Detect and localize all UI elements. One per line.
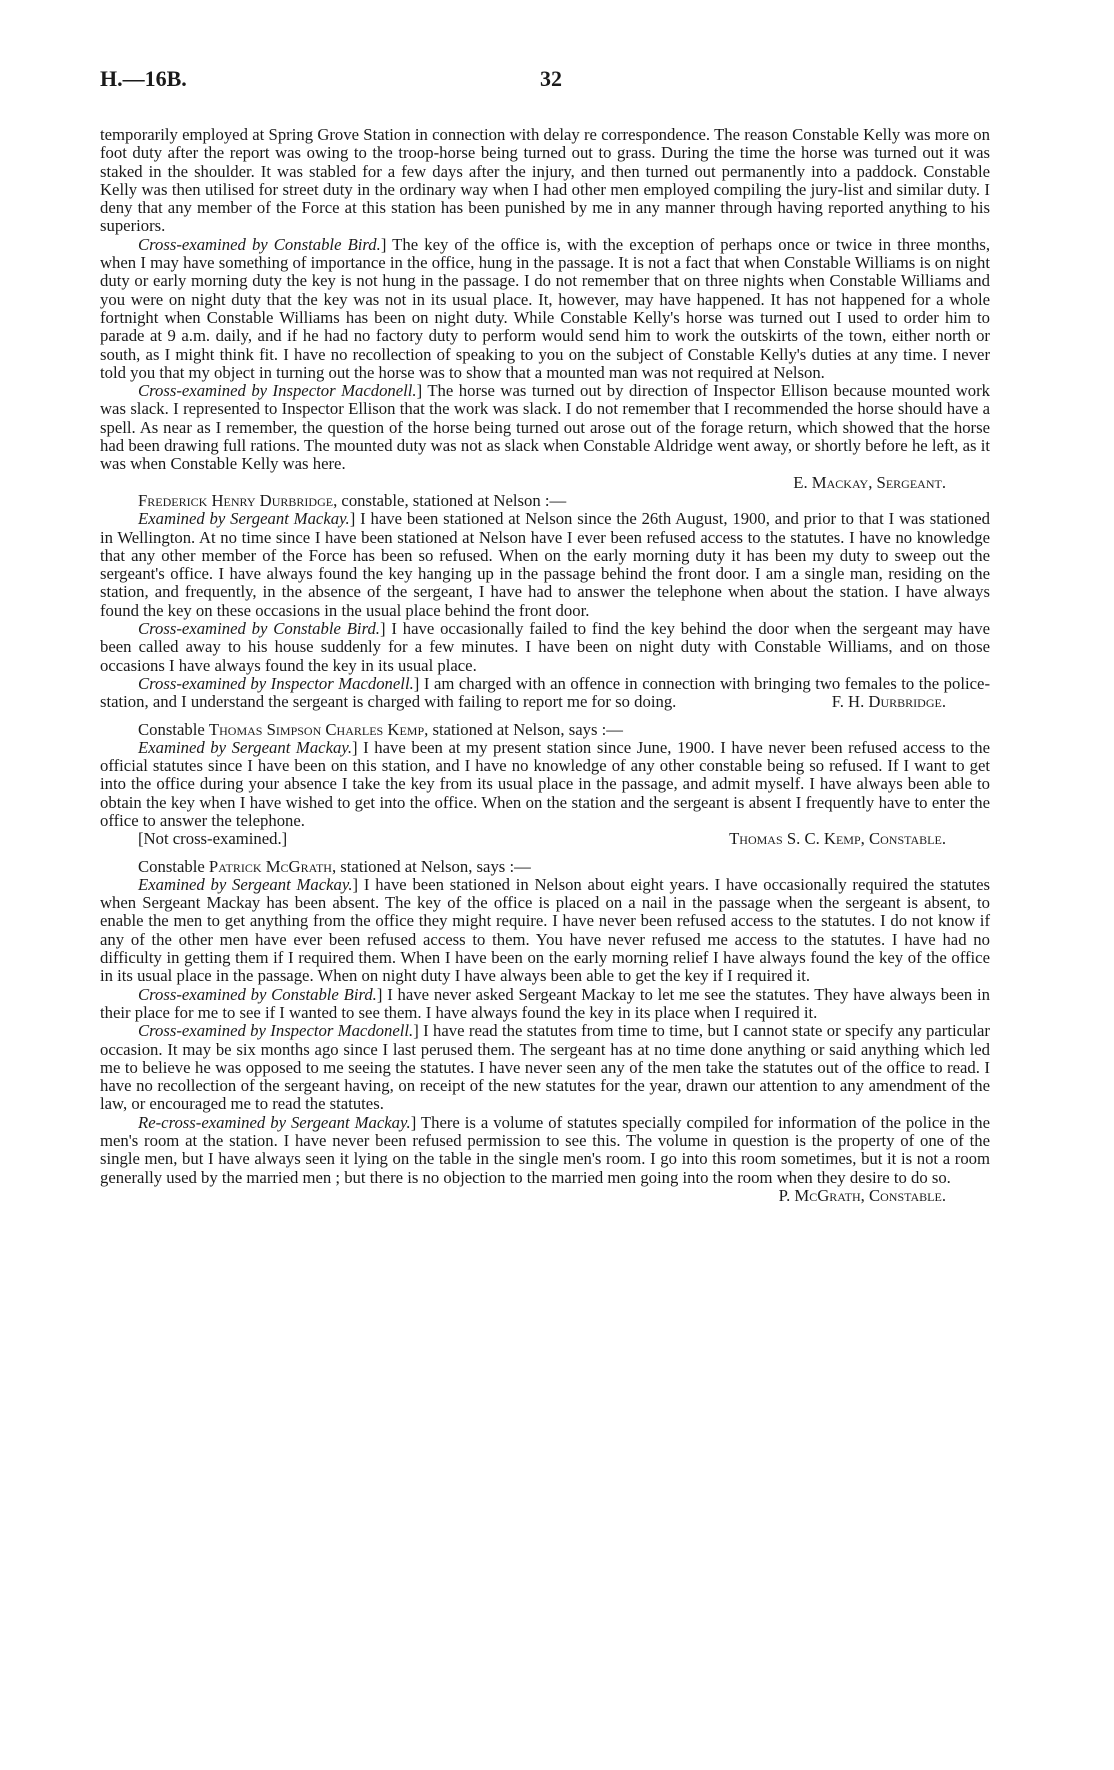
durbridge-cross-exam-macdonell	[100, 675, 990, 712]
exam-label: Examined by Sergeant Mackay.	[138, 737, 352, 757]
durbridge-exam-mackay	[100, 510, 990, 620]
witness-intro-prefix: Constable	[138, 719, 209, 739]
page-header	[100, 66, 1000, 102]
witness-intro-durbridge	[100, 492, 990, 510]
not-cross-examined-note: [Not cross-examined.]	[138, 829, 288, 849]
kemp-exam-mackay	[100, 739, 990, 830]
witness-name: Frederick Henry Durbridge	[138, 490, 334, 510]
exam-text: ] I have been stationed in Nelson about eight years. I have occasionally required the statutes when Sergeant Mackay has been absent. The key of the office is placed on a nail in the passage when the sergeant is absent, to enable the men to get anything from the office they might require. I have never been refused access to the statutes. I do not know if any of the other men have ever been refused access to them. You have never refused me access to the statutes. I have had no difficulty in getting them if I required them. When I have been on the early morning relief I have always found the key of the office in its usual place in the passage. When on night duty I have always been able to get the key if I required it.	[100, 874, 990, 986]
witness-intro-prefix: Constable	[138, 856, 209, 876]
exam-label: Examined by Sergeant Mackay.	[138, 874, 353, 894]
exam-label: Cross-examined by Inspector Macdonell.	[138, 673, 414, 693]
exam-label: Cross-examined by Constable Bird.	[138, 984, 377, 1004]
exam-label: Cross-examined by Constable Bird.	[138, 234, 381, 254]
page-number: 32	[540, 66, 562, 91]
exam-text: ] I have been at my present station since June, 1900. I have never been refused access to the official statutes since I have been on this station, and I have no knowledge of any other constable being so refused. If I want to get into the office during your absence I take the key from its usual place in the passage, and admit myself. I have always been able to obtain the key when I have wished to get into the office. When on the station and the sergeant is absent I frequently have to enter the office to answer the telephone.	[100, 737, 990, 830]
signature-durbridge: F. H. Durbridge.	[831, 692, 946, 712]
witness-name: Thomas Simpson Charles Kemp	[208, 719, 425, 739]
exam-label: Cross-examined by Inspector Macdonell.	[138, 381, 417, 401]
signature-mackay: E. Mackay, Sergeant.	[793, 472, 946, 492]
mackay-cross-exam-macdonell	[100, 382, 990, 473]
kemp-not-cross-examined	[100, 830, 990, 848]
exam-text: ] There is a volume of statutes specially compiled for information of the police in the men's room at the station. I have never been refused permission to see this. The volume in question is the property of one of the single men, but I have always seen it lying on the table in the single men's room. I go into this room sometimes, but it is not a room generally used by the married men ; but there is no objection to the married men going into the room when they desire to do so.	[100, 1112, 990, 1187]
mcgrath-exam-mackay	[100, 876, 990, 986]
mcgrath-re-cross-exam-mackay	[100, 1114, 990, 1205]
exam-label: Cross-examined by Inspector Macdonell.	[138, 1021, 414, 1041]
mackay-paragraph: temporarily employed at Spring Grove Station in connection with delay re correspondence. The reason Constable Kelly was more on foot duty after the report was owing to the troop-horse being turned out to grass. During the time the horse was turned out it was staked in the shoulder. It was stabled for a few days after the injury, and then turned out permanently into a paddock. Constable Kelly was then utilised for street duty in the ordinary way when I had other men employed compiling the jury-list and similar duty. I deny that any member of the Force at this station has been punished by me in any manner through having reported anything to his superiors.	[100, 125, 990, 236]
exam-label: Examined by Sergeant Mackay.	[138, 509, 350, 529]
witness-intro-text: , stationed at Nelson, says :—	[331, 856, 531, 876]
exam-text: ] I have read the statutes from time to time, but I cannot state or specify any particular occasion. It may be six months ago since I last perused them. The sergeant has at no time done anything or said anything which led me to believe he was opposed to me seeing the statutes. I have never seen any of the men take the statutes out of the office to read. I have no recollection of the sergeant having, on receipt of the new statutes for the year, drawn our attention to any amendment of the law, or encouraged me to read the statutes.	[100, 1021, 990, 1114]
witness-name: Patrick McGrath	[208, 856, 332, 876]
document-reference: H.—16B.	[100, 66, 187, 91]
witness-intro-mcgrath	[100, 858, 990, 876]
exam-text: ] I have occasionally failed to find the key behind the door when the sergeant may have been called away to his house suddenly for a few minutes. I have been on night duty with Constable Williams, and on those occasions I have always found the key in its usual place.	[100, 619, 990, 675]
signature-mcgrath: P. McGrath, Constable.	[778, 1185, 946, 1205]
mackay-cross-exam-bird	[100, 236, 990, 382]
witness-intro-text: , stationed at Nelson, says :—	[424, 719, 623, 739]
body-text	[100, 126, 990, 1205]
durbridge-cross-exam-bird	[100, 620, 990, 675]
exam-text: ] The key of the office is, with the exception of perhaps once or twice in three months, when I may have something of importance in the office, hung in the passage. It is not a fact that when Constable Williams is on night duty or early morning duty the key is not hung in the passage. I do not remember that on three nights when Constable Williams and you were on night duty that the key was not in its usual place. It, however, may have happened. It has not happened for a whole fortnight when Constable Williams has been on night duty. While Constable Kelly's horse was turned out I used to order him to parade at 9 a.m. daily, and if he had no factory duty to perform would send him to work the outskirts of the town, either north or south, as I might think fit. I have no recollection of speaking to you on the subject of Constable Kelly's duties at any time. I never told you that my object in turning out the horse was to show that a mounted man was not required at Nelson.	[100, 234, 990, 382]
exam-text: ] I have never asked Sergeant Mackay to let me see the statutes. They have always been in their place for me to see if I wanted to see them. I have always found the key in its place when I required it.	[100, 984, 990, 1022]
witness-intro-kemp	[100, 721, 990, 739]
mcgrath-cross-exam-macdonell	[100, 1022, 990, 1113]
signature-kemp: Thomas S. C. Kemp, Constable.	[729, 829, 946, 849]
exam-text: ] I am charged with an offence in connection with bringing two females to the police-station, and I understand the sergeant is charged with failing to report me for so doing.	[100, 673, 990, 712]
witness-intro-text: , constable, stationed at Nelson :—	[333, 490, 567, 510]
exam-text: ] I have been stationed at Nelson since the 26th August, 1900, and prior to that I was stationed in Wellington. At no time since I have been stationed at Nelson have I ever been refused access to the statutes. I have no knowledge that any other member of the Force has been so refused. When on the early morning duty it has been my duty to sweep out the sergeant's office. I have always found the key hanging up in the passage behind the front door. I am a single man, residing on the station, and frequently, in the absence of the sergeant, I have had to answer the telephone when about the station. I have always found the key on these occasions in the usual place behind the front door.	[100, 509, 991, 620]
exam-text: ] The horse was turned out by direction of Inspector Ellison because mounted work was slack. I represented to Inspector Ellison that the work was slack. I do not remember that I recommended the horse should have a spell. As near as I remember, the question of the horse being turned out arose out of the forage return, which showed that the horse had been drawing full rations. The mounted duty was not as slack when Constable Aldridge went away, or shortly before he left, as it was when Constable Kelly was here.	[100, 381, 990, 474]
exam-label: Re-cross-examined by Sergeant Mackay.	[138, 1112, 411, 1132]
exam-label: Cross-examined by Constable Bird.	[138, 619, 380, 639]
mcgrath-cross-exam-bird	[100, 986, 990, 1023]
